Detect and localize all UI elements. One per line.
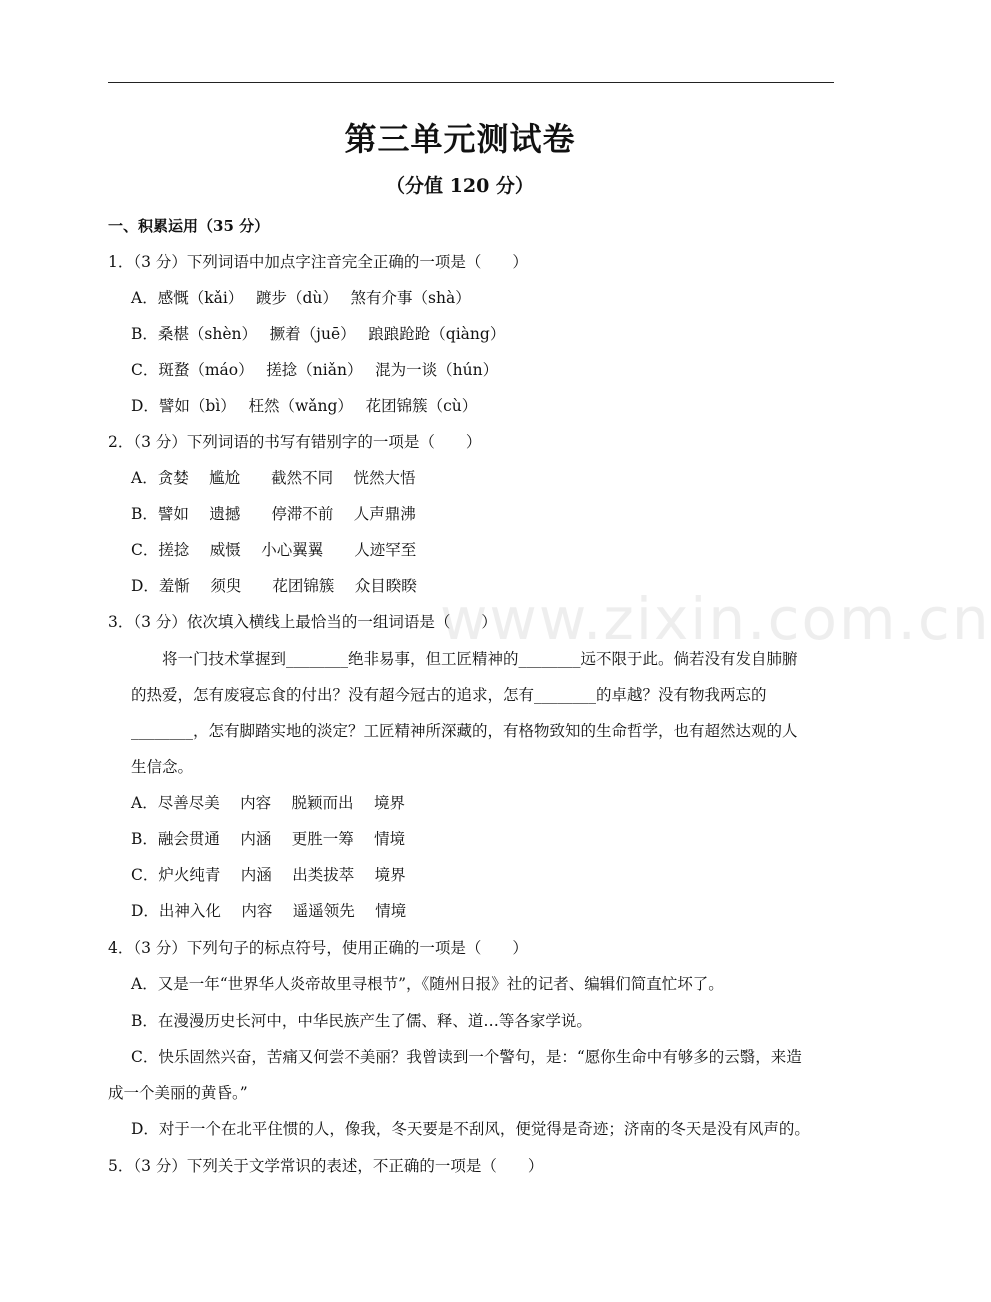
question-4-option-c-continued: 成一个美丽的黄昏。” [108, 1084, 248, 1102]
question-3-option-a: A．尽善尽美 内容 脱颖而出 境界 [131, 794, 405, 812]
question-1-stem: 1．（3 分）下列词语中加点字注音完全正确的一项是（ ） [108, 253, 528, 271]
question-3-passage-line: ________，怎有脚踏实地的淡定？工匠精神所深藏的，有格物致知的生命哲学，也有超然达观的人 [131, 722, 798, 740]
question-5-stem: 5．（3 分）下列关于文学常识的表述，不正确的一项是（ ） [108, 1157, 544, 1175]
question-4-option-d: D．对于一个在北平住惯的人，像我，冬天要是不刮风，便觉得是奇迹；济南的冬天是没有风声的。 [131, 1120, 810, 1138]
question-2-option-c: C．搓捻 威慑 小心翼翼 人迹罕至 [131, 541, 417, 559]
header-rule [108, 82, 834, 83]
question-2-option-b: B．譬如 遗撼 停滞不前 人声鼎沸 [131, 505, 416, 523]
question-2-option-a: A．贪婪 尴尬 截然不同 恍然大悟 [131, 469, 416, 487]
question-2-stem: 2．（3 分）下列词语的书写有错别字的一项是（ ） [108, 433, 482, 451]
question-4-option-b: B．在漫漫历史长河中，中华民族产生了儒、释、道…等各家学说。 [131, 1012, 592, 1030]
question-1-option-a: A．感慨（kǎi） 踱步（dù） 煞有介事（shà） [131, 289, 471, 307]
question-3-option-d: D．出神入化 内容 遥遥领先 情境 [131, 902, 407, 920]
question-2-option-d: D．羞惭 须臾 花团锦簇 众目睽睽 [131, 577, 417, 595]
question-1-option-c: C．斑蝥（máo） 搓捻（niǎn） 混为一谈（hún） [131, 361, 499, 379]
question-1-option-d: D．譬如（bì） 枉然（wǎng） 花团锦簇（cù） [131, 397, 478, 415]
question-3-stem: 3．（3 分）依次填入横线上最恰当的一组词语是（ ） [108, 613, 497, 631]
question-4-stem: 4．（3 分）下列句子的标点符号，使用正确的一项是（ ） [108, 939, 528, 957]
section-heading: 一、积累运用（35 分） [108, 217, 270, 235]
question-3-option-b: B．融会贯通 内涵 更胜一筹 情境 [131, 830, 406, 848]
question-1-option-b: B．桑椹（shèn） 撅着（juē） 踉踉跄跄（qiàng） [131, 325, 506, 343]
question-4-option-c: C．快乐固然兴奋，苦痛又何尝不美丽？我曾读到一个警句，是：“愿你生命中有够多的云翳，来造 [131, 1048, 802, 1066]
question-3-passage-line: 生信念。 [131, 758, 194, 776]
page-subtitle: （分值 120 分） [386, 175, 534, 197]
page-title: 第三单元测试卷 [344, 120, 576, 158]
question-4-option-a: A．又是一年“世界华人炎帝故里寻根节”，《随州日报》社的记者、编辑们简直忙坏了。 [131, 975, 724, 993]
watermark: www.zixin.com.cn [440, 585, 991, 653]
question-3-passage-line: 的热爱，怎有废寝忘食的付出？没有超今冠古的追求，怎有________的卓越？没有物我两忘的 [131, 686, 767, 704]
question-3-passage-line: 将一门技术掌握到________绝非易事，但工匠精神的________远不限于此。倘若没有发自肺腑 [162, 650, 798, 668]
question-3-option-c: C．炉火纯青 内涵 出类拔萃 境界 [131, 866, 406, 884]
